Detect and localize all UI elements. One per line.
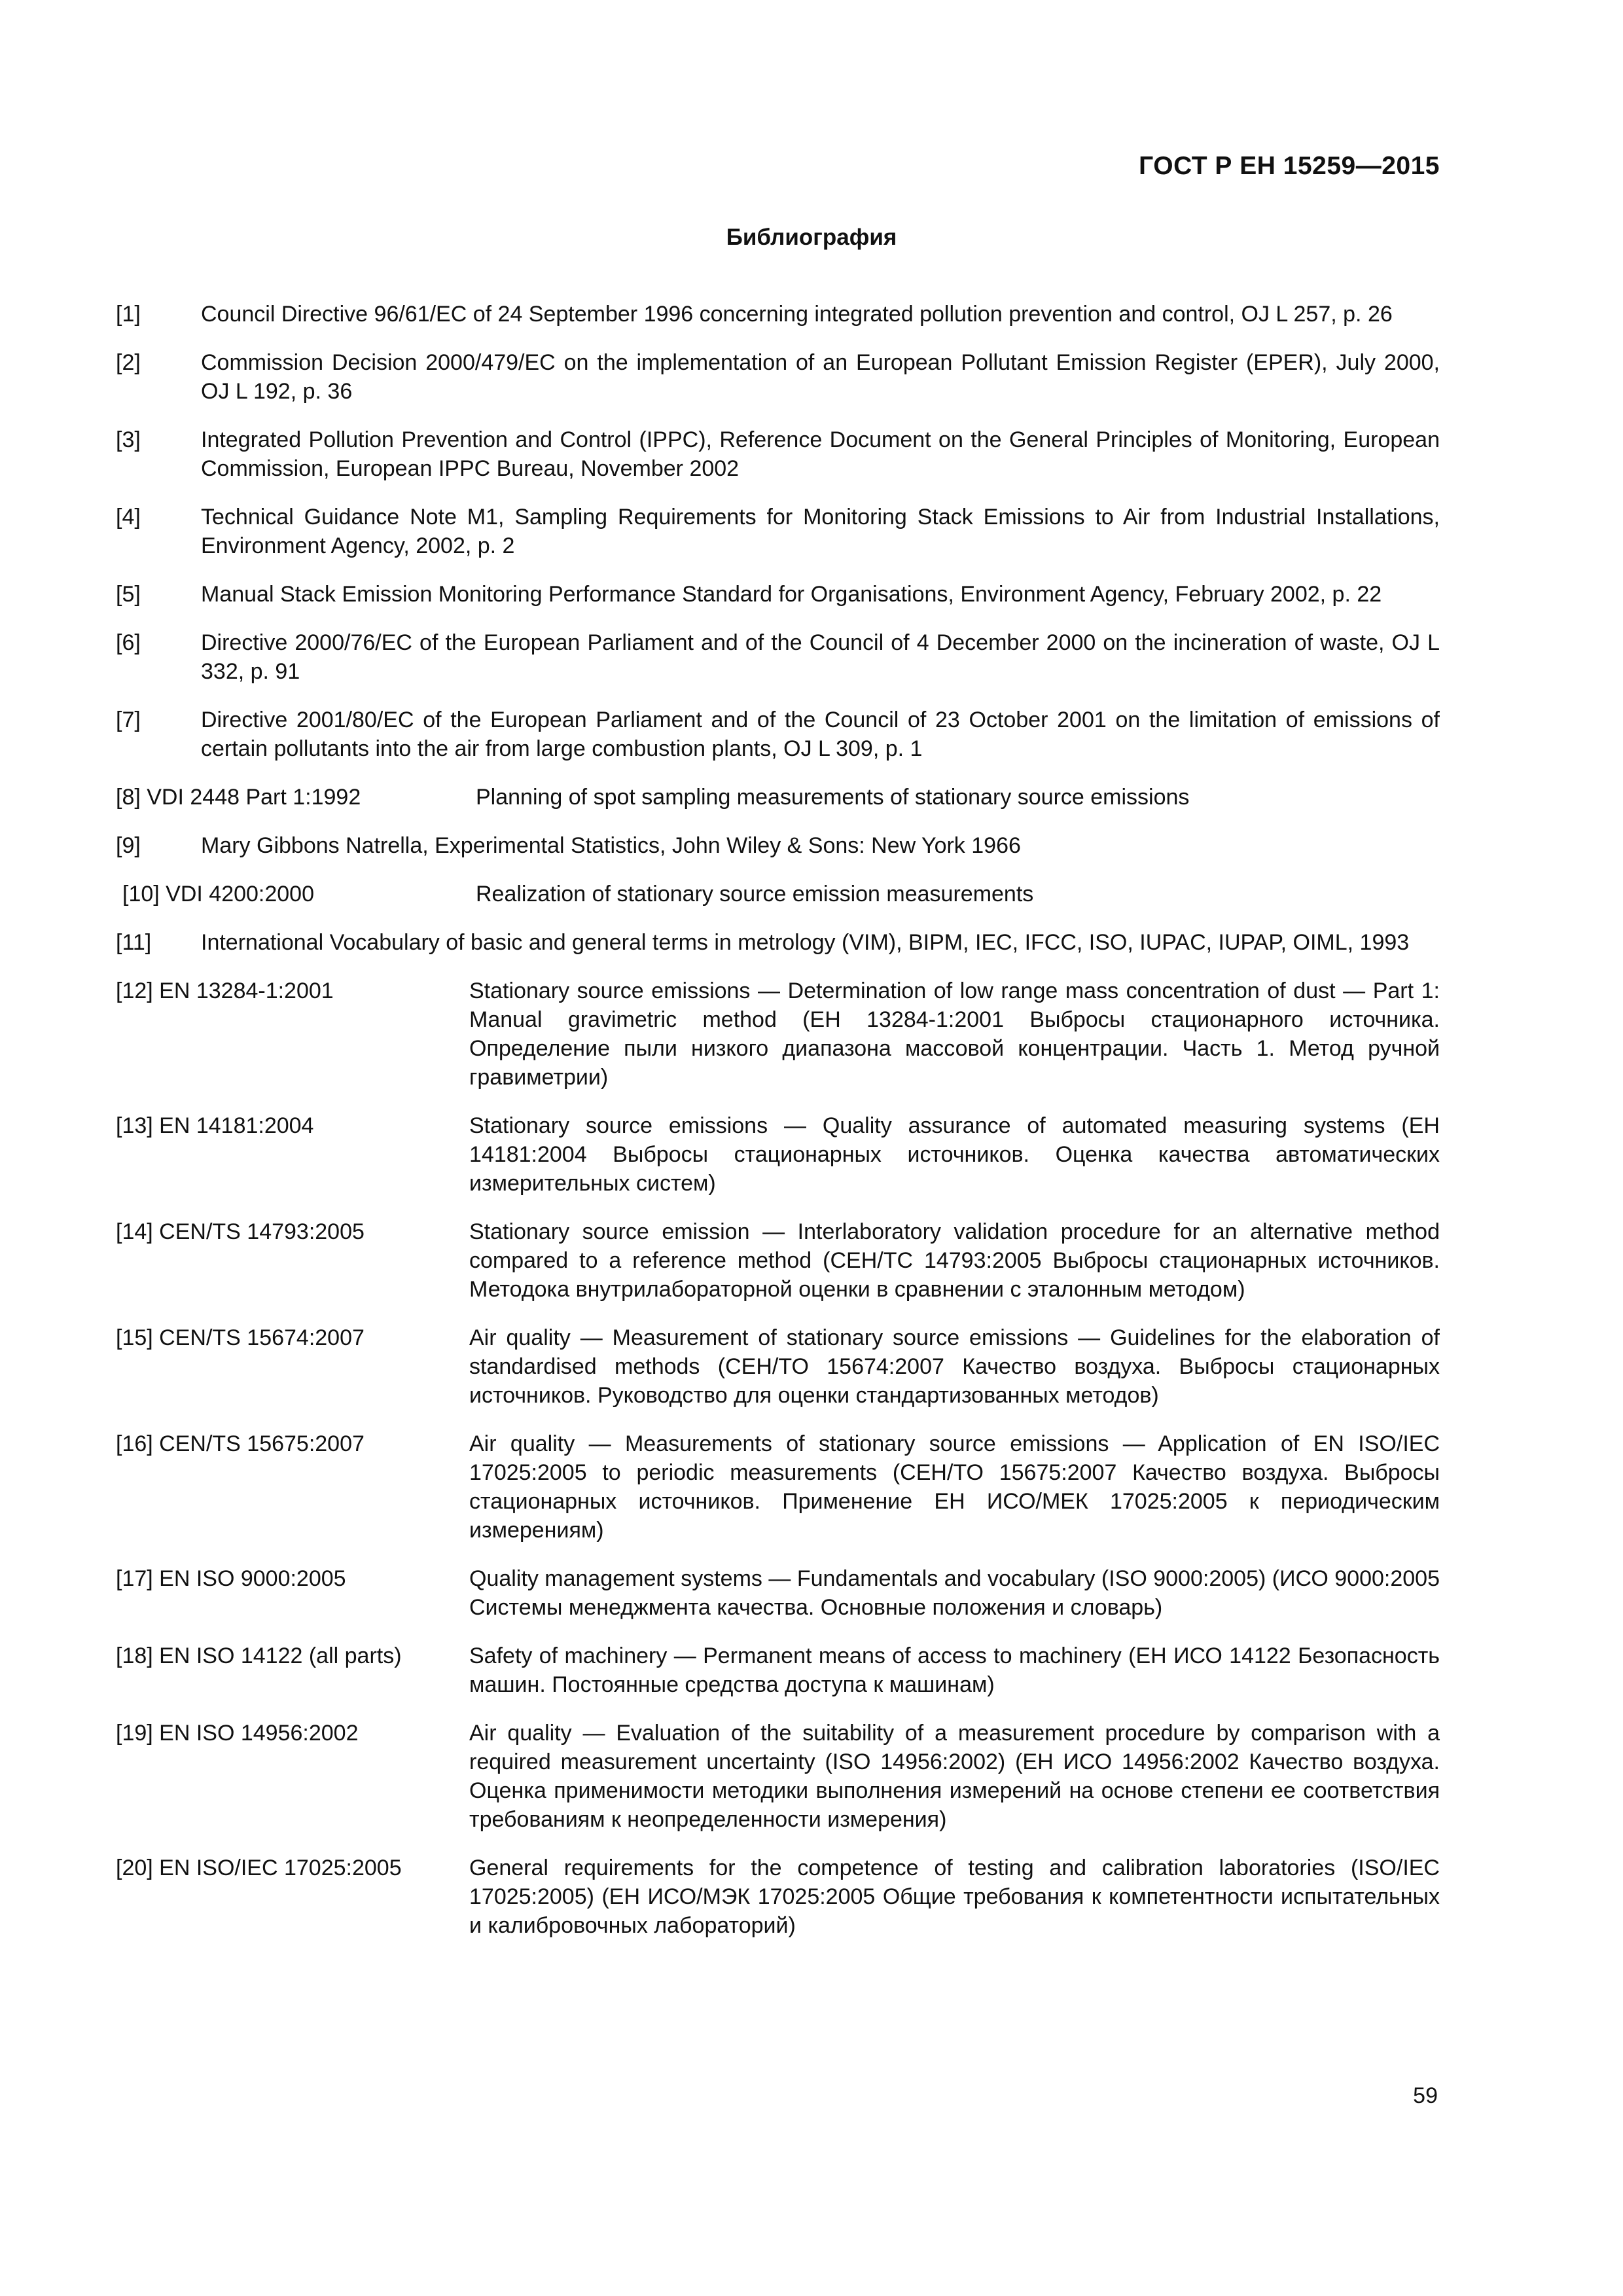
bibliography-entry (122, 880, 1440, 908)
bibliography-entry (116, 1719, 1440, 1834)
entry-reference: [10] VDI 4200:2000 (122, 882, 315, 906)
entry-reference: [13] EN 14181:2004 (116, 1113, 314, 1138)
bibliography-entry (116, 300, 1440, 329)
entry-text: Commission Decision 2000/479/EC on the implementation of an European Pollutant Emission Register (EPER), July 2000, OJ L 192, p. 36 (201, 350, 1440, 404)
entry-reference: [5] (116, 582, 141, 607)
entry-text: Integrated Pollution Prevention and Control (IPPC), Reference Document on the General Principles of Monitoring, European Commission, European IPPC Bureau, November 2002 (201, 427, 1440, 481)
entry-text: Stationary source emissions — Determination of low range mass concentration of dust — Part 1: Manual gravimetric method (ЕН 13284-1:2001 Выбросы стационарного источника. Определение пыли низкого диапазона массовой концентрации. Часть 1. Метод ручной гравиметрии) (469, 978, 1440, 1090)
entry-reference: [19] EN ISO 14956:2002 (116, 1721, 359, 1746)
entry-reference: [8] VDI 2448 Part 1:1992 (116, 785, 361, 810)
entry-reference: [9] (116, 833, 141, 858)
document-standard-header: ГОСТ Р ЕН 15259—2015 (1139, 152, 1440, 180)
bibliography-entry (116, 1564, 1440, 1622)
entry-reference: [18] EN ISO 14122 (all parts) (116, 1643, 402, 1668)
bibliography-entry (116, 580, 1440, 609)
entry-text: Mary Gibbons Natrella, Experimental Statistics, John Wiley & Sons: New York 1966 (201, 833, 1021, 858)
bibliography-entry (116, 1323, 1440, 1410)
bibliography-list (116, 300, 1440, 1960)
entry-text: Directive 2001/80/EC of the European Parliament and of the Council of 23 October 2001 on the limitation of emissions of certain pollutants into the air from large combustion plants, OJ L 309, p. 1 (201, 708, 1440, 761)
bibliography-entry (116, 1641, 1440, 1699)
entry-reference: [6] (116, 630, 141, 655)
entry-text: Realization of stationary source emission measurements (476, 882, 1034, 906)
entry-text: Planning of spot sampling measurements of stationary source emissions (476, 785, 1190, 810)
entry-reference: [17] EN ISO 9000:2005 (116, 1566, 346, 1591)
entry-reference: [11] (116, 930, 152, 955)
bibliography-entry (116, 831, 1440, 860)
section-title: Библиография (726, 224, 897, 250)
entry-text: Stationary source emission — Interlaboratory validation procedure for an alternative method compared to a reference method (CEH/TC 14793:2005 Выбросы стационарных источников. Методока внутрилабораторной оценки в сравнении с эталонным методом) (469, 1219, 1440, 1302)
entry-text: Air quality — Measurements of stationary source emissions — Application of EN ISO/IEC 17025:2005 to periodic measurements (CEH/TO 15675:2007 Качество воздуха. Выбросы стационарных источников. Применение ЕН ИСО/МЕК 17025:2005 к периодическим измерениям) (469, 1431, 1440, 1543)
bibliography-entry (116, 425, 1440, 483)
entry-reference: [2] (116, 350, 141, 375)
bibliography-entry (116, 348, 1440, 406)
bibliography-entry (116, 1217, 1440, 1304)
bibliography-entry (116, 628, 1440, 686)
entry-reference: [3] (116, 427, 141, 452)
entry-reference: [7] (116, 708, 141, 732)
entry-reference: [4] (116, 505, 141, 529)
entry-reference: [15] CEN/TS 15674:2007 (116, 1325, 365, 1350)
entry-text: Safety of machinery — Permanent means of access to machinery (ЕН ИСО 14122 Безопасность машин. Постоянные средства доступа к машинам) (469, 1643, 1440, 1697)
entry-text: Quality management systems — Fundamentals and vocabulary (ISO 9000:2005) (ИСО 9000:2005 Системы менеджмента качества. Основные положения и словарь) (469, 1566, 1440, 1620)
entry-reference: [12] EN 13284-1:2001 (116, 978, 334, 1003)
entry-text: Stationary source emissions — Quality assurance of automated measuring systems (ЕН 14181:2004 Выбросы стационарных источников. Оценка качества автоматических измерительных систем) (469, 1113, 1440, 1196)
entry-text: General requirements for the competence of testing and calibration laboratories (ISO/IEC 17025:2005) (ЕН ИСО/МЭК 17025:2005 Общие требования к компетентности испытательных и калибровочных лабораторий) (469, 1856, 1440, 1938)
entry-text: Directive 2000/76/EC of the European Parliament and of the Council of 4 December 2000 on the incineration of waste, OJ L 332, p. 91 (201, 630, 1440, 684)
bibliography-entry (116, 706, 1440, 763)
entry-text: International Vocabulary of basic and general terms in metrology (VIM), BIPM, IEC, IFCC, ISO, IUPAC, IUPAP, OIML, 1993 (201, 930, 1410, 955)
entry-text: Air quality — Measurement of stationary source emissions — Guidelines for the elaboration of standardised methods (CEH/TO 15674:2007 Качество воздуха. Выбросы стационарных источников. Руководство для оценки стандартизованных методов) (469, 1325, 1440, 1408)
page-number: 59 (1413, 2083, 1438, 2108)
entry-reference: [16] CEN/TS 15675:2007 (116, 1431, 365, 1456)
bibliography-entry (116, 1111, 1440, 1198)
entry-text: Manual Stack Emission Monitoring Performance Standard for Organisations, Environment Agency, February 2002, p. 22 (201, 582, 1382, 607)
bibliography-entry (116, 503, 1440, 560)
bibliography-entry (116, 1854, 1440, 1940)
entry-reference: [20] EN ISO/IEC 17025:2005 (116, 1856, 402, 1880)
entry-text: Technical Guidance Note M1, Sampling Requirements for Monitoring Stack Emissions to Air from Industrial Installations, Environment Agency, 2002, p. 2 (201, 505, 1440, 558)
bibliography-entry (116, 977, 1440, 1092)
entry-reference: [14] CEN/TS 14793:2005 (116, 1219, 365, 1244)
entry-reference: [1] (116, 302, 141, 327)
bibliography-entry (116, 928, 1440, 957)
bibliography-entry (116, 1429, 1440, 1545)
bibliography-entry (116, 783, 1440, 812)
entry-text: Air quality — Evaluation of the suitability of a measurement procedure by comparison with a required measurement uncertainty (ISO 14956:2002) (ЕН ИСО 14956:2002 Качество воздуха. Оценка применимости методики выполнения измерений на основе степени ее соответствия требованиям к неопределенности измерения) (469, 1721, 1440, 1832)
entry-text: Council Directive 96/61/EC of 24 September 1996 concerning integrated pollution prevention and control, OJ L 257, p. 26 (201, 302, 1393, 327)
